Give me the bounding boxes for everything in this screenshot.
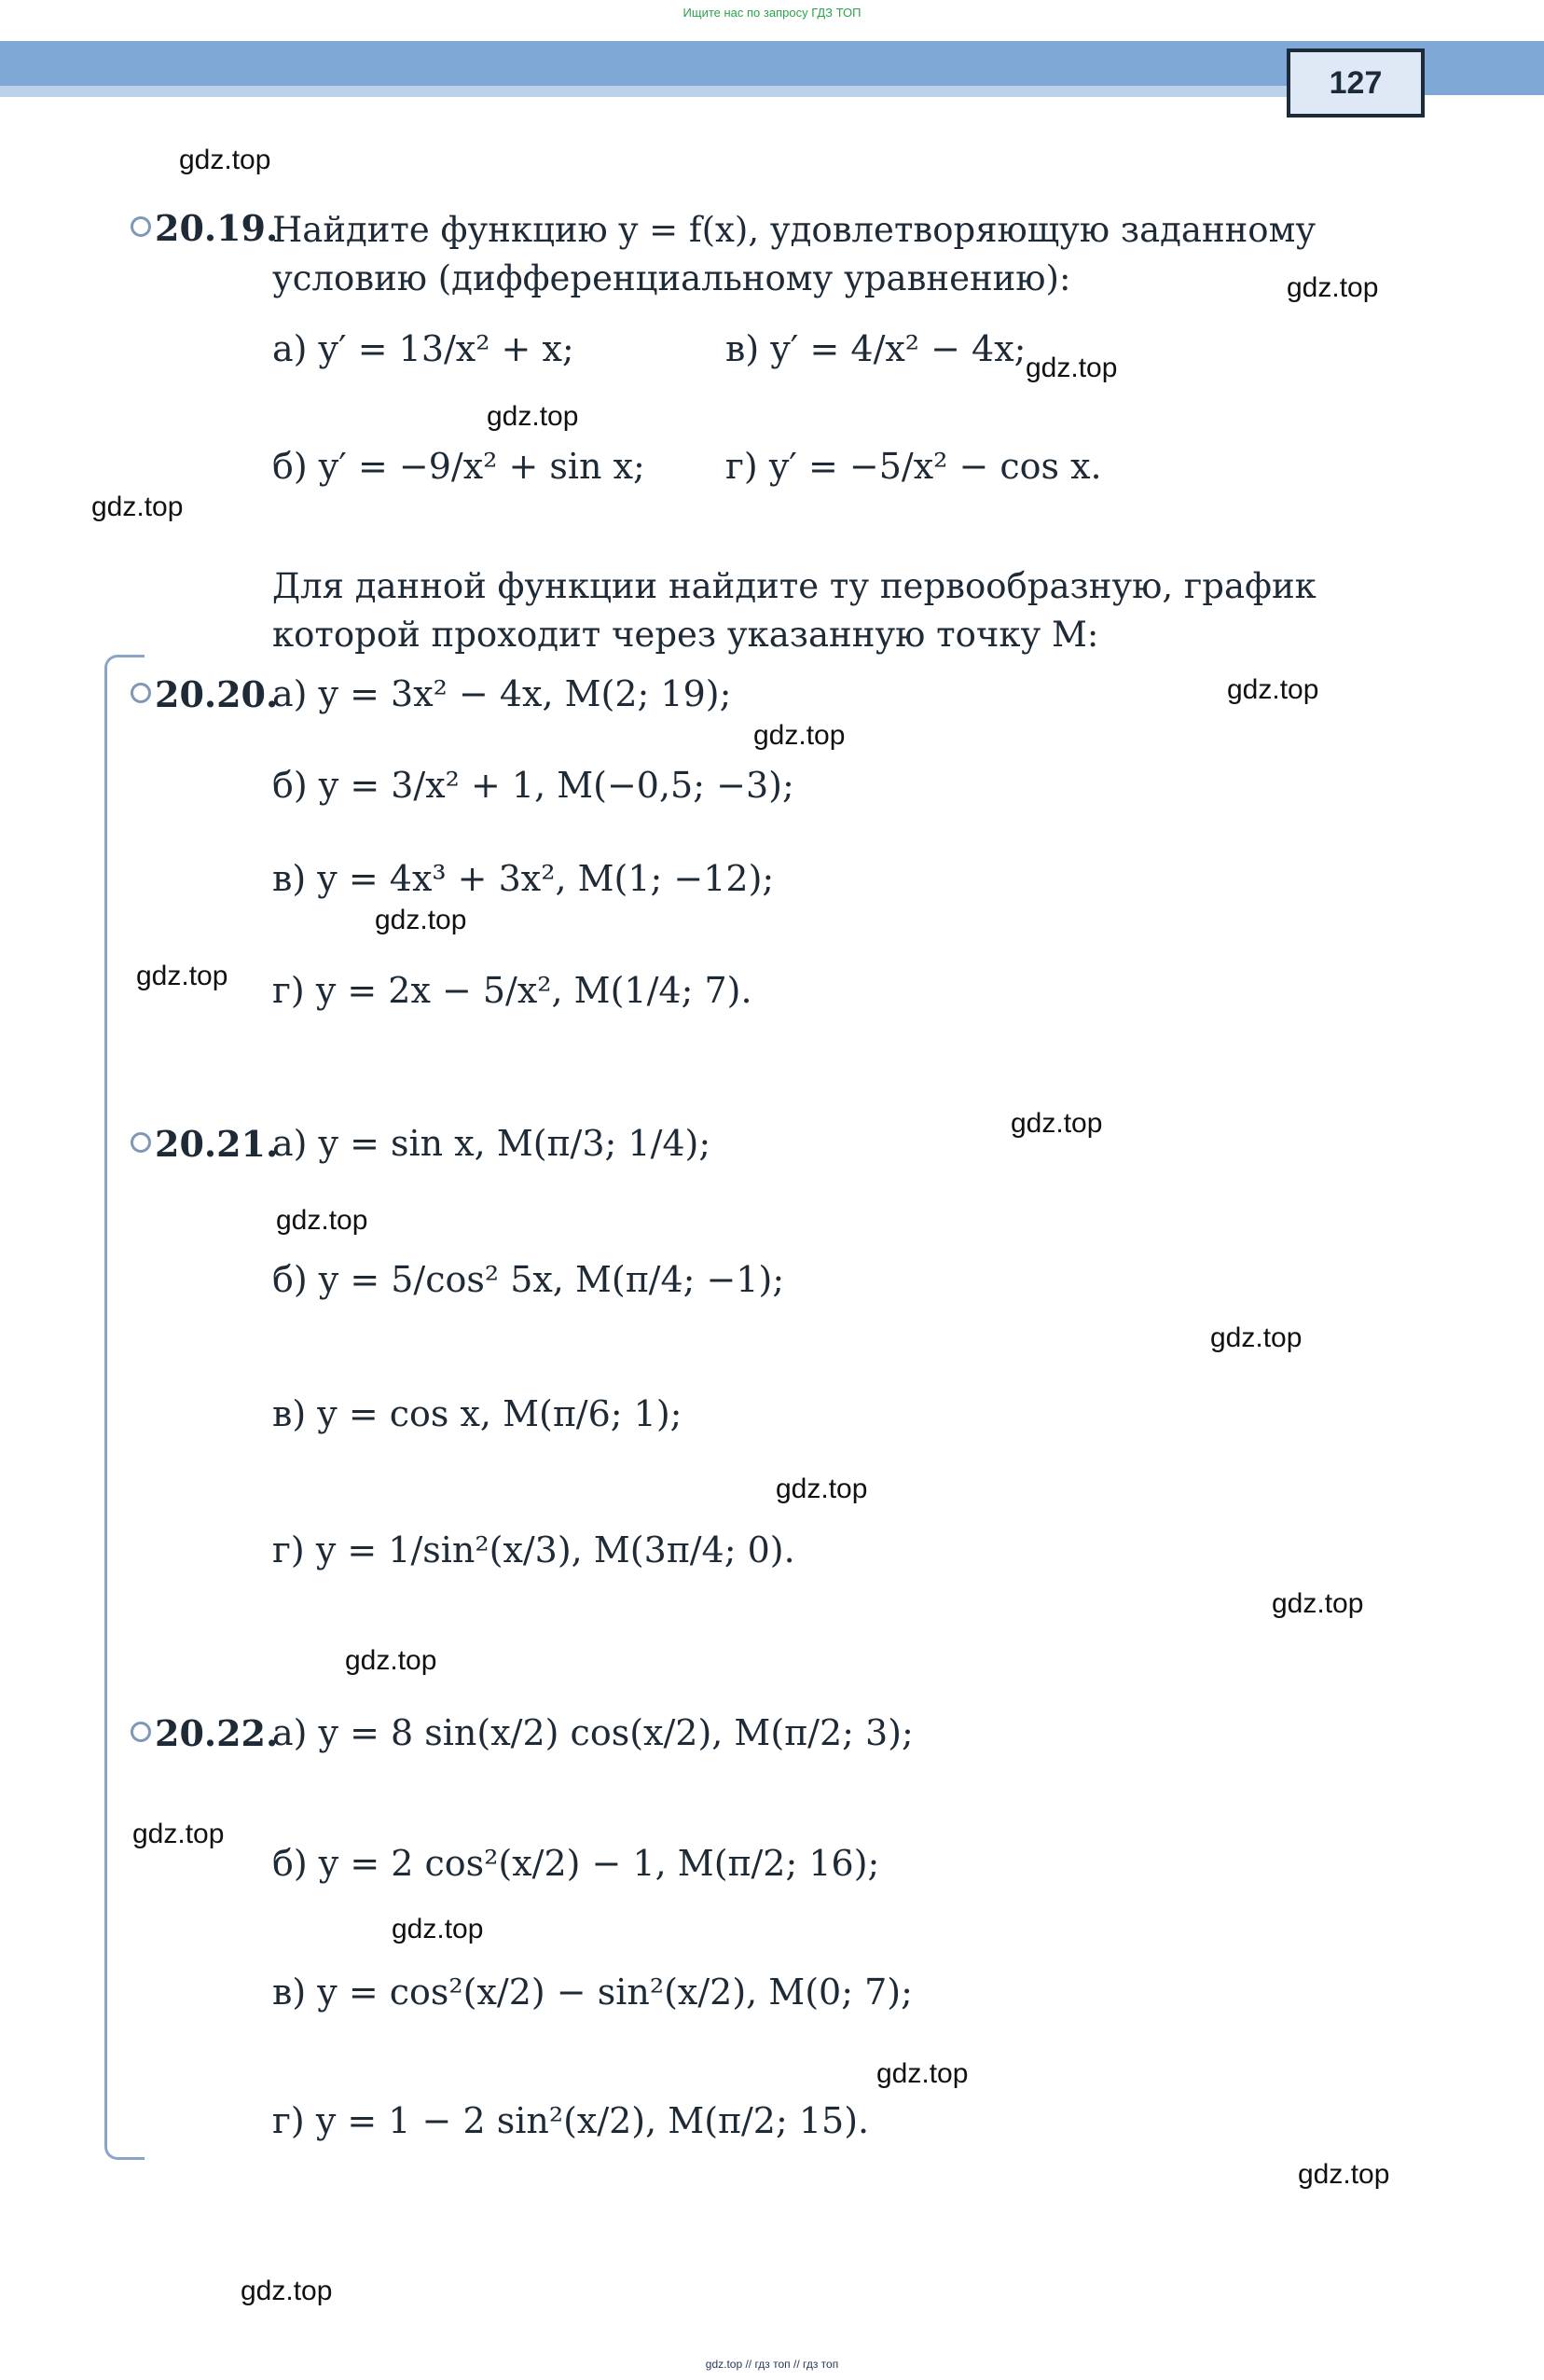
problem-number-20-20: 20.20. bbox=[131, 673, 278, 715]
watermark: gdz.top bbox=[1011, 1108, 1103, 1139]
formula-v: в) y = 4x³ + 3x², M(1; −12); bbox=[272, 858, 775, 899]
footer-note: gdz.top // гдз топ // гдз топ bbox=[705, 2358, 839, 2371]
watermark: gdz.top bbox=[241, 2276, 333, 2306]
watermark: gdz.top bbox=[1272, 1588, 1364, 1619]
watermark: gdz.top bbox=[1298, 2159, 1390, 2190]
formula-a: а) y = 3x² − 4x, M(2; 19); bbox=[272, 673, 732, 714]
watermark: gdz.top bbox=[375, 905, 467, 935]
section-intro: которой проходит через указанную точку M: bbox=[272, 615, 1099, 655]
watermark: gdz.top bbox=[876, 2058, 969, 2089]
page-number: 127 bbox=[1287, 48, 1425, 118]
formula-b: б) y = 3/x² + 1, M(−0,5; −3); bbox=[272, 765, 794, 806]
watermark: gdz.top bbox=[753, 720, 846, 751]
formula-v: в) y = cos²(x/2) − sin²(x/2), M(0; 7); bbox=[272, 1972, 913, 2013]
formula-b: б) y′ = −9/x² + sin x; bbox=[272, 446, 645, 487]
watermark: gdz.top bbox=[179, 145, 271, 175]
header-band-shadow bbox=[0, 86, 1305, 97]
watermark: gdz.top bbox=[91, 491, 184, 522]
watermark: gdz.top bbox=[345, 1645, 437, 1676]
watermark: gdz.top bbox=[487, 401, 579, 432]
problem-number-20-22: 20.22. bbox=[131, 1712, 278, 1754]
watermark: gdz.top bbox=[776, 1474, 868, 1504]
problem-text: условию (дифференциальному уравнению): bbox=[272, 258, 1071, 298]
problem-number-20-21: 20.21. bbox=[131, 1123, 278, 1165]
formula-g: г) y = 2x − 5/x², M(1/4; 7). bbox=[272, 970, 752, 1011]
section-bracket bbox=[104, 655, 145, 2160]
watermark: gdz.top bbox=[136, 961, 228, 991]
section-intro: Для данной функции найдите ту первообразную, график bbox=[272, 566, 1317, 606]
formula-g: г) y = 1 − 2 sin²(x/2), M(π/2; 15). bbox=[272, 2100, 870, 2141]
top-note: Ищите нас по запросу ГДЗ ТОП bbox=[682, 6, 862, 20]
formula-a: а) y = sin x, M(π/3; 1/4); bbox=[272, 1123, 711, 1164]
watermark: gdz.top bbox=[392, 1914, 484, 1944]
problem-text: Найдите функцию y = f(x), удовлетворяющую заданному bbox=[272, 210, 1317, 250]
formula-b: б) y = 2 cos²(x/2) − 1, M(π/2; 16); bbox=[272, 1843, 880, 1884]
watermark: gdz.top bbox=[1026, 353, 1118, 383]
watermark: gdz.top bbox=[276, 1205, 368, 1236]
formula-b: б) y = 5/cos² 5x, M(π/4; −1); bbox=[272, 1259, 785, 1300]
watermark: gdz.top bbox=[1210, 1322, 1303, 1353]
formula-a: а) y = 8 sin(x/2) cos(x/2), M(π/2; 3); bbox=[272, 1712, 914, 1753]
watermark: gdz.top bbox=[132, 1819, 225, 1849]
formula-g: г) y = 1/sin²(x/3), M(3π/4; 0). bbox=[272, 1529, 795, 1571]
watermark: gdz.top bbox=[1287, 272, 1379, 303]
watermark: gdz.top bbox=[1227, 674, 1319, 705]
formula-a: а) y′ = 13/x² + x; bbox=[272, 328, 574, 369]
formula-g: г) y′ = −5/x² − cos x. bbox=[725, 446, 1102, 487]
formula-v: в) y′ = 4/x² − 4x; bbox=[725, 328, 1027, 369]
formula-v: в) y = cos x, M(π/6; 1); bbox=[272, 1393, 682, 1434]
problem-number-20-19: 20.19. bbox=[131, 207, 278, 249]
